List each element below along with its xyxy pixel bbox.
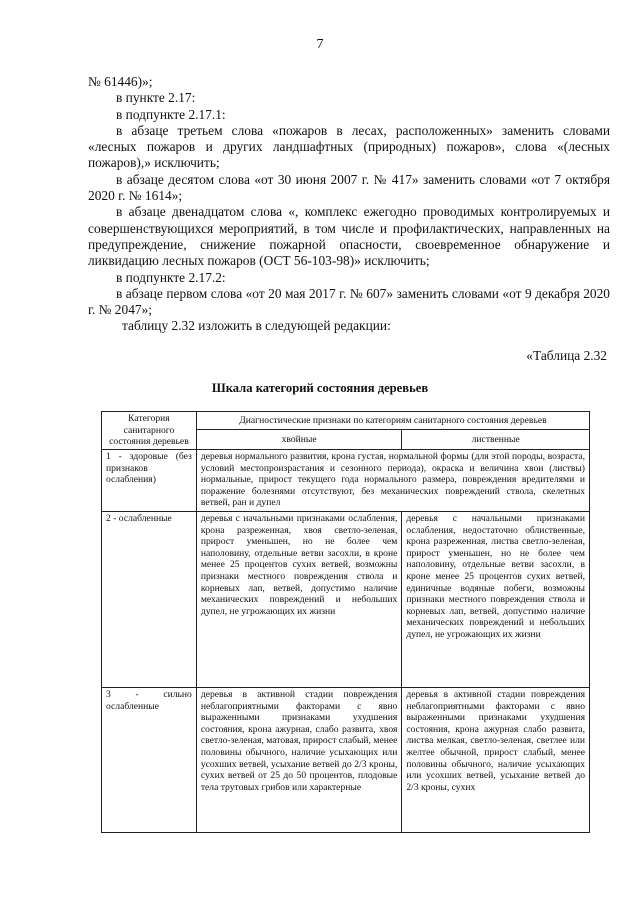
- category-cell: 2 - ослабленные: [102, 512, 197, 688]
- paragraph: таблицу 2.32 изложить в следующей редакции:: [122, 318, 391, 334]
- conifer-cell: деревья в активной стадии повреждения неблагоприятными факторами с явно выраженными признаками ухудшения состояния, крона ажурная, слабо развита, хвоя светло-зеленая, матовая, прирост слабый, менее половины обычного, наличие усыхающих или усохших ветвей, усыхание ветвей до 2/3 кроны, сухих ветвей от 25 до 50 процентов, плодовые тела трутовых грибов или характерные: [196, 688, 402, 833]
- paragraph: в абзаце третьем слова «пожаров в лесах, расположенных» заменить словами «лесных пожаров и других ландшафтных (природных) пожаров», слова «(лесных пожаров),» исключить;: [88, 122, 610, 171]
- paragraph: в подпункте 2.17.1:: [116, 106, 226, 122]
- header-category-cell: Категория санитарного состояния деревьев: [102, 412, 197, 450]
- table-row: [102, 450, 590, 512]
- table-reference: «Таблица 2.32: [526, 348, 607, 363]
- conifer-cell: деревья с начальными признаками ослабления, крона разреженная, хвоя светло-зеленая, прирост уменьшен, но не более чем наполовину, отдельные ветви засохли, в кроне менее 25 процентов сухих ветвей, возможны признаки местного повреждения ствола и корневых лап, ветвей, допустимо наличие механических повреждений и небольших дупел, не угрожающих их жизни: [196, 512, 402, 688]
- category-cell: 1 - здоровые (без признаков ослабления): [102, 450, 197, 512]
- deciduous-cell: деревья в активной стадии повреждения неблагоприятными факторами с явно выраженными признаками ухудшения состояния, крона ажурная слабо развита, листва мелкая, светло-зеленая, светлее или желтее обычной, прирост слабый, менее половины обычного, наличие усыхающих или усохших ветвей, усыхание ветвей до 2/3 кроны, сухих: [402, 688, 590, 833]
- document-body: [88, 74, 610, 335]
- diagnostic-merged-cell: деревья нормального развития, крона густая, нормальной формы (для этой породы, возраста, условий местопроизрастания и сезонного периода), окраска и величина хвои (листвы) нормальные, прирост текущего года нормального размера, повреждения вредителями и поражение болезнями отсутствуют, без механических повреждений ствола, скелетных ветвей, ран и дупел: [196, 450, 589, 512]
- table-title: Шкала категорий состояния деревьев: [211, 381, 429, 395]
- page-number: 7: [316, 37, 324, 52]
- table-row: [102, 512, 590, 688]
- deciduous-cell: деревья с начальными признаками ослабления, недостаточно облиственные, крона разреженная, листва светло-зеленая, прирост уменьшен, но не более чем наполовину, отдельные ветви засохли, в кроне менее 25 процентов сухих ветвей, единичные водяные побеги, возможны признаки местного повреждения ствола и корневых лап, ветвей, допустимо наличие механических повреждений и небольших дупел, не угрожающих их жизни: [402, 512, 590, 688]
- category-cell: 3 - сильно ослабленные: [102, 688, 197, 833]
- header-diagnostic-cell: Диагностические признаки по категориям санитарного состояния деревьев: [196, 412, 589, 430]
- table-header-row: [102, 412, 590, 430]
- paragraph: в абзаце первом слова «от 20 мая 2017 г. № 607» заменить словами «от 9 декабря 2020 г. № 2047»;: [88, 285, 610, 318]
- paragraph: № 61446)»;: [88, 74, 153, 89]
- paragraph: в абзаце двенадцатом слова «, комплекс ежегодно проводимых контролируемых и совершенствующихся мероприятий, в том числе и профилактических, направленных на предупреждение, снижение пожарной опасности, своевременное обнаружение и ликвидацию лесных пожаров (ОСТ 56-103-98)» исключить;: [88, 204, 610, 269]
- paragraph: в пункте 2.17:: [116, 90, 196, 106]
- paragraph: в абзаце десятом слова «от 30 июня 2007 г. № 417» заменить словами «от 7 октября 2020 г. № 1614»;: [88, 171, 610, 204]
- header-conifer-cell: хвойные: [196, 430, 402, 450]
- paragraph: в подпункте 2.17.2:: [116, 269, 226, 285]
- header-deciduous-cell: лиственные: [402, 430, 590, 450]
- tree-condition-table: [101, 411, 590, 833]
- table-row: [102, 688, 590, 833]
